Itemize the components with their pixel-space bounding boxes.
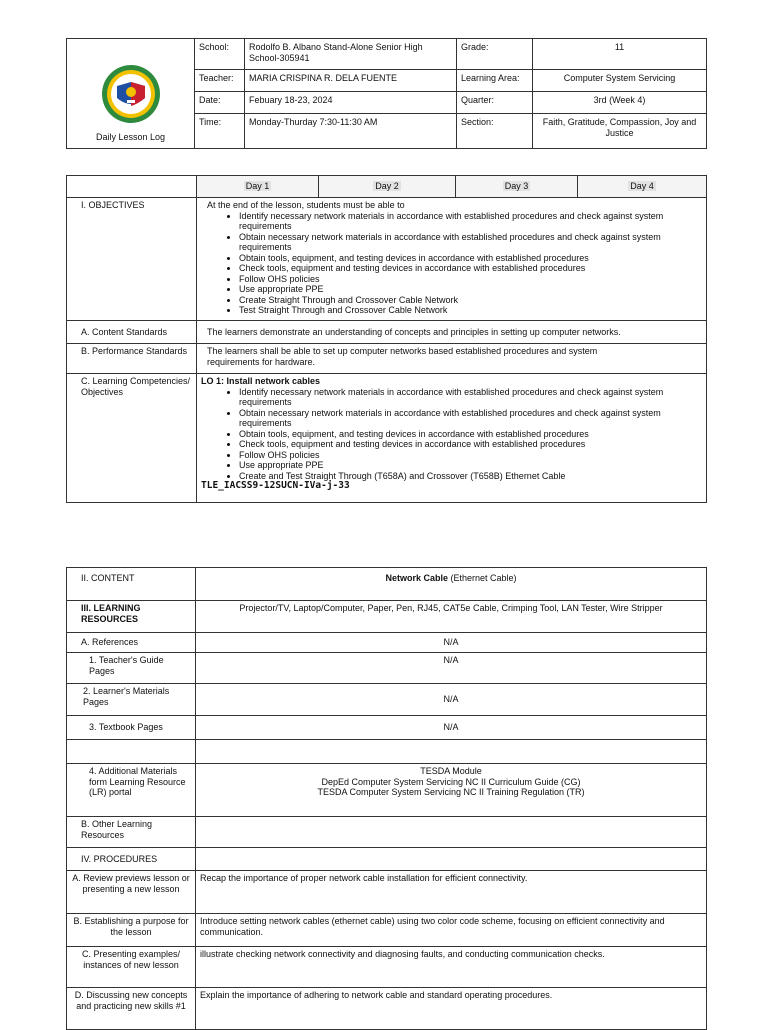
- objective-item: • Follow OHS policies: [239, 274, 702, 285]
- teachers-guide-label: 1. Teacher's Guide Pages: [67, 653, 196, 684]
- teacher-label: Teacher:: [195, 70, 245, 92]
- procedure-a-text: Recap the importance of proper network cable installation for efficient connectivity.: [196, 871, 707, 914]
- teachers-guide-value: N/A: [196, 653, 707, 684]
- learners-materials-label: 2. Learner's Materials Pages: [67, 684, 196, 716]
- additional-materials-value: [196, 764, 707, 817]
- additional-materials-label: 4. Additional Materials form Learning Resource (LR) portal: [67, 764, 196, 817]
- objective-item: • Create Straight Through and Crossover Cable Network: [239, 295, 702, 306]
- objective-item: • Check tools, equipment and testing devices in accordance with established procedures: [239, 263, 702, 274]
- lo-title: LO 1: Install network cables: [201, 376, 321, 386]
- competency-item: • Check tools, equipment and testing devices in accordance with established procedures: [239, 439, 702, 450]
- competency-item: • Use appropriate PPE: [239, 460, 702, 471]
- content-table: [66, 567, 707, 1030]
- competency-item: • Obtain tools, equipment, and testing devices in accordance with established procedures: [239, 429, 702, 440]
- date-label: Date:: [195, 92, 245, 114]
- competency-item: • Identify necessary network materials in accordance with established procedures and check against system requirements: [239, 387, 702, 408]
- performance-standards-text: The learners shall be able to set up computer networks based established procedures and system requirements for hardware.: [197, 344, 707, 374]
- procedures-value: [196, 848, 707, 871]
- additional-line: TESDA Module: [420, 766, 482, 776]
- procedure-b-text: Introduce setting network cables (ethernet cable) using two color code scheme, focusing on efficient connectivity and communication.: [196, 914, 707, 947]
- teacher-value: MARIA CRISPINA R. DELA FUENTE: [245, 70, 457, 92]
- section-value: Faith, Gratitude, Compassion, Joy and Justice: [533, 114, 707, 149]
- procedure-b-label: B. Establishing a purpose for the lesson: [67, 914, 196, 947]
- date-value: Febuary 18-23, 2024: [245, 92, 457, 114]
- content-standards-text: The learners demonstrate an understanding of concepts and principles in setting up computer networks.: [197, 321, 707, 344]
- quarter-value: 3rd (Week 4): [533, 92, 707, 114]
- objective-item: • Obtain necessary network materials in accordance with established procedures and check against system requirements: [239, 232, 702, 253]
- references-label: A. References: [67, 633, 196, 653]
- blank-row-label: [67, 740, 196, 764]
- day-4-header: Day 4: [578, 176, 707, 198]
- grade-value: 11: [533, 39, 707, 70]
- logo-cell: [67, 39, 195, 149]
- day-1-header: Day 1: [197, 176, 319, 198]
- time-label: Time:: [195, 114, 245, 149]
- procedure-c-text: illustrate checking network connectivity and diagnosing faults, and conducting communication checks.: [196, 947, 707, 988]
- school-seal-icon: [101, 64, 161, 124]
- additional-line: TESDA Computer System Servicing NC II Training Regulation (TR): [317, 787, 585, 797]
- competencies-label: C. Learning Competencies/ Objectives: [67, 374, 197, 503]
- grade-label: Grade:: [457, 39, 533, 70]
- procedure-d-text: Explain the importance of adhering to network cable and standard operating procedures.: [196, 988, 707, 1030]
- other-resources-value: [196, 817, 707, 848]
- content-value: Network Cable (Ethernet Cable): [196, 568, 707, 601]
- procedure-d-label: D. Discussing new concepts and practicing new skills #1: [67, 988, 196, 1030]
- competencies-body: [197, 374, 707, 503]
- references-value: N/A: [196, 633, 707, 653]
- header-table: [66, 38, 707, 149]
- area-label: Learning Area:: [457, 70, 533, 92]
- resources-label: III. LEARNING RESOURCES: [67, 601, 196, 633]
- procedure-a-label: A. Review previews lesson or presenting a new lesson: [67, 871, 196, 914]
- objectives-intro: At the end of the lesson, students must be able to: [207, 200, 405, 210]
- learners-materials-value: N/A: [196, 684, 707, 716]
- textbook-label: 3. Textbook Pages: [67, 716, 196, 740]
- content-label: II. CONTENT: [67, 568, 196, 601]
- resources-value: Projector/TV, Laptop/Computer, Paper, Pen, RJ45, CAT5e Cable, Crimping Tool, LAN Tester, Wire Stripper: [196, 601, 707, 633]
- blank-row-value: [196, 740, 707, 764]
- competencies-list: [201, 387, 702, 482]
- time-value: Monday-Thurday 7:30-11:30 AM: [245, 114, 457, 149]
- textbook-value: N/A: [196, 716, 707, 740]
- content-standards-label: A. Content Standards: [67, 321, 197, 344]
- blank-corner: [67, 176, 197, 198]
- school-label: School:: [195, 39, 245, 70]
- objective-item: • Use appropriate PPE: [239, 284, 702, 295]
- competency-item: • Follow OHS policies: [239, 450, 702, 461]
- objective-item: • Test Straight Through and Crossover Cable Network: [239, 305, 702, 316]
- logo-label: Daily Lesson Log: [95, 131, 166, 142]
- objectives-label: I. OBJECTIVES: [67, 198, 197, 321]
- area-value: Computer System Servicing: [533, 70, 707, 92]
- section-label: Section:: [457, 114, 533, 149]
- objectives-list: [201, 211, 702, 316]
- competency-item: • Obtain necessary network materials in accordance with established procedures and check against system requirements: [239, 408, 702, 429]
- procedure-c-label: C. Presenting examples/ instances of new lesson: [67, 947, 196, 988]
- competency-item: • Create and Test Straight Through (T658A) and Crossover (T658B) Ethernet Cable: [239, 471, 702, 482]
- additional-line: DepEd Computer System Servicing NC II Curriculum Guide (CG): [321, 776, 581, 787]
- school-value: Rodolfo B. Albano Stand-Alone Senior High School-305941: [245, 39, 457, 70]
- objectives-body: [197, 198, 707, 321]
- performance-standards-label: B. Performance Standards: [67, 344, 197, 374]
- day-3-header: Day 3: [456, 176, 578, 198]
- quarter-label: Quarter:: [457, 92, 533, 114]
- procedures-label: IV. PROCEDURES: [67, 848, 196, 871]
- competency-code: TLE_IACSS9-12SUCN-IVa-j-33: [201, 480, 350, 491]
- objective-item: • Obtain tools, equipment, and testing devices in accordance with established procedures: [239, 253, 702, 264]
- objectives-table: [66, 175, 707, 503]
- day-2-header: Day 2: [319, 176, 456, 198]
- objective-item: • Identify necessary network materials in accordance with established procedures and check against system requirements: [239, 211, 702, 232]
- other-resources-label: B. Other Learning Resources: [67, 817, 196, 848]
